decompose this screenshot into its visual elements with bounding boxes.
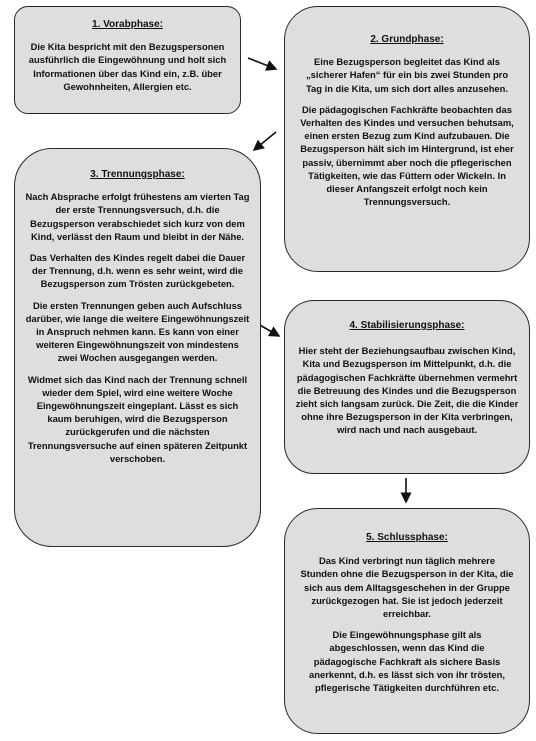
phase-text: Hier steht der Beziehungsaufbau zwischen Kind, Kita und Bezugsperson im Mittelpunkt, d.h. die pädagogischen Fachkräfte übernehmen vermehrt die Betreuung des Kindes und die Bezugsperson zieht sich langsam zurück. Die Zeit, die die Kinder ohne ihre Bezugsperson in der Kita verbringen, wird nach und nach ausgebaut. (295, 345, 519, 436)
phase-text: Das Kind verbringt nun täglich mehrere Stunden ohne die Bezugsperson in der Kita, die sich aus dem Alltagsgeschehen in der Gruppe zurückgezogen hat. Sie ist jedoch jederzeit erreichbar. (300, 555, 514, 620)
phase-text: Die pädagogischen Fachkräfte beobachten das Verhalten des Kindes und versuchen behutsam, einen ersten Bezug zum Kind aufzubauen. Die Bezugsperson hält sich im Hintergrund, ist eher passiv, übernimmt aber noch die pflegerischen Tätigkeiten, wie das Füttern oder Wickeln. In dieser Anfangszeit erfolgt noch kein Trennungsversuch. (300, 103, 514, 208)
arrow-3-to-4 (258, 324, 279, 336)
phase-text: Das Verhalten des Kindes regelt dabei die Dauer der Trennung, d.h. wenn es sehr weint, wird die Bezugsperson zum Trösten zurückgebeten. (29, 252, 246, 290)
phase-box-trennungsphase (14, 148, 261, 547)
phase-title: 4. Stabilisierungsphase: (349, 320, 465, 331)
phase-box-grundphase (284, 6, 530, 272)
phase-text: Widmet sich das Kind nach der Trennung schnell wieder dem Spiel, wird eine weitere Woche Eingewöhnungszeit eingeplant. Lässt es sich kaum beruhigen, wird die Bezugsperson zurückgerufen und die nächsten Trennungsversuche auf einen späteren Zeitpunkt verschoben. (27, 373, 248, 464)
phase-text: Die Eingewöhnungsphase gilt als abgeschlossen, wenn das Kind die pädagogische Fachkraft als sichere Basis anerkennt, d.h. es lässt sich von ihr trösten, pflegerische Tätigkeiten durchführen etc. (309, 629, 505, 694)
phase-text: Die Kita bespricht mit den Bezugspersonen ausführlich die Eingewöhnung und holt sich Informationen über das Kind ein, z.B. über Gewohnheiten, Allergien etc. (28, 41, 227, 92)
phase-text: Nach Absprache erfolgt frühestens am vierten Tag der erste Trennungsversuch, d.h. die Bezugsperson verabschiedet sich kurz von dem Kind, verlässt den Raum und bleibt in der Nähe. (25, 191, 250, 242)
arrow-1-to-2 (248, 58, 276, 69)
arrow-2-to-3 (254, 132, 276, 150)
phase-title: 5. Schlussphase: (366, 532, 448, 543)
phase-box-vorabphase (14, 6, 241, 114)
phase-text: Die ersten Trennungen geben auch Aufschluss darüber, wie lange die weitere Eingewöhnungszeit in Anspruch nehmen kann. Es kann von einer weiteren Eingewöhnungszeit von mindestens zwei Wochen ausgegangen werden. (25, 299, 250, 364)
phase-title: 1. Vorabphase: (92, 19, 163, 30)
phase-box-schlussphase (284, 508, 530, 734)
phase-title: 2. Grundphase: (370, 34, 444, 45)
phase-title: 3. Trennungsphase: (90, 169, 185, 180)
phase-text: Eine Bezugsperson begleitet das Kind als „sicherer Hafen“ für ein bis zwei Stunden pro Tag in die Kita, um sich dort alles anzusehen. (305, 56, 509, 94)
phase-box-stabilisierungsphase (284, 300, 530, 474)
